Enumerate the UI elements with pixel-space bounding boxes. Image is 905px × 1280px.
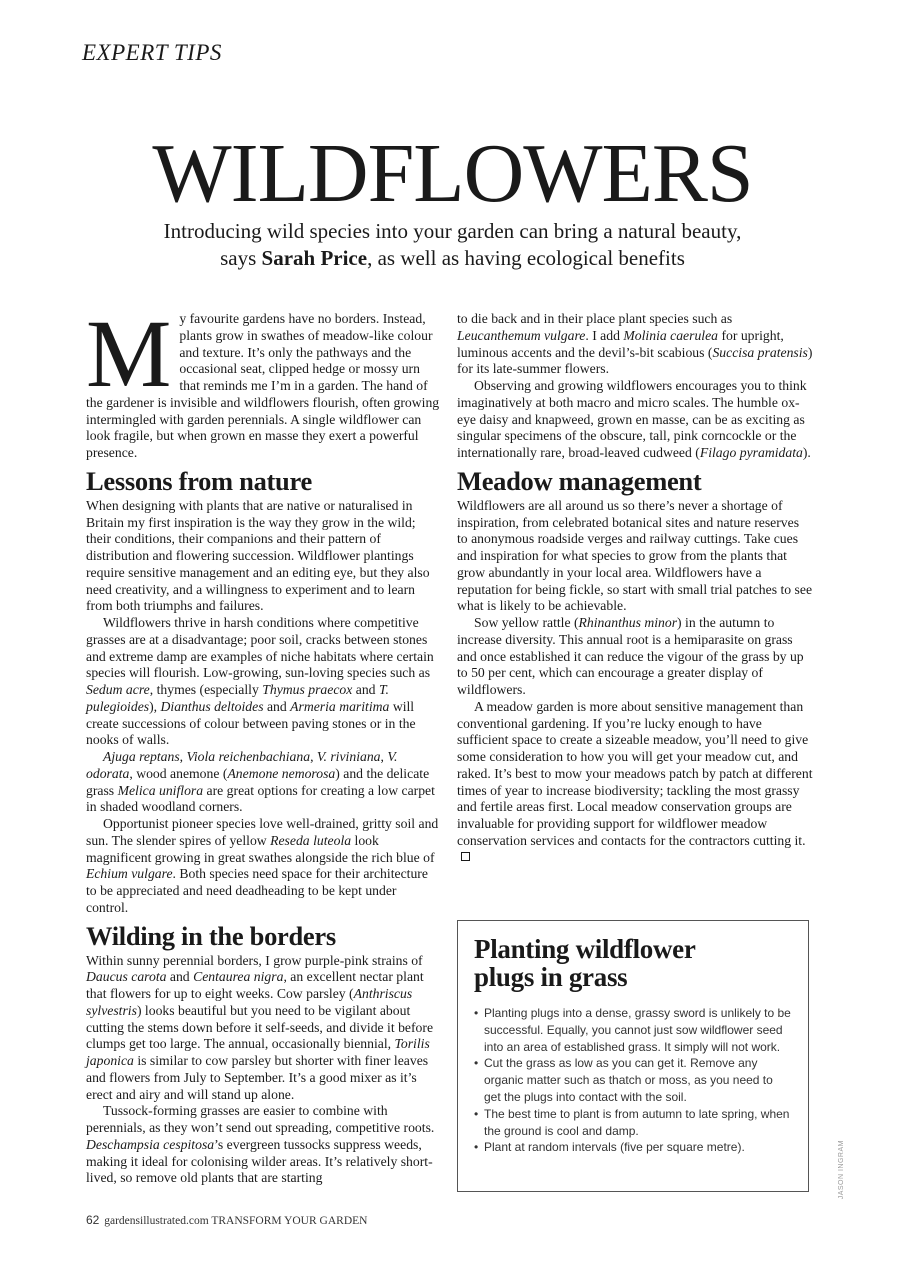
footer-text: gardensillustrated.com TRANSFORM YOUR GARDEN [104,1215,368,1227]
species-name: T. pulegioides [86,682,389,714]
photo-credit: JASON INGRAM [838,1140,845,1200]
text-run: and [263,698,291,714]
text-run: Opportunist pioneer species love well-drained, gritty soil and sun. The slender spires of yellow [86,816,439,848]
list-item-text: Planting plugs into a dense, grassy sword is unlikely to be successful. Equally, you cannot just sow wildflower seed into an area of established grass. It simply will not work. [484,1006,791,1054]
species-name: Sedum acre [86,682,150,697]
heading-line: Planting wildflower [474,934,696,964]
species-name: Dianthus deltoides [160,698,264,714]
list-item [474,1055,792,1105]
text-run: Sow yellow rattle ( [474,615,579,630]
paragraph [86,1103,440,1187]
text-run: , an excellent nectar plant that flowers for up to eight weeks. Cow parsley ( [86,969,424,1001]
text-run: ). [802,445,811,460]
list-item [474,1106,792,1140]
standfirst-post: , as well as having ecological benefits [367,246,685,270]
text-run: ’s evergreen tussocks suppress weeds, making it ideal for colonising wilder areas. It’s relatively short-lived, so remove old plants that are starting [86,1136,433,1186]
text-run: is similar to cow parsley but shorter with finer leaves and flowers from July to September. It’s a good mixer as it’s erect and airy and will stand up alone. [86,1053,429,1102]
species-name: Anemone nemorosa [227,765,336,781]
text-run: . Both species need space for their architecture to be appreciated and need deadheading to be kept under control. [86,866,428,915]
heading-lessons: Lessons from nature [86,465,312,496]
heading-wilding: Wilding in the borders [86,920,336,951]
paragraph [86,816,440,917]
text-run: . I add [585,327,624,343]
species-name: Anthriscus sylvestris [86,986,413,1018]
heading-line: plugs in grass [474,962,628,992]
text-run: , wood anemone ( [129,765,228,781]
page-footer [86,1213,367,1227]
text-run: look magnificent growing in great swathes alongside the rich blue of [86,832,435,865]
section-kicker: EXPERT TIPS [82,40,222,65]
text-run: to die back and in their place plant species such as [457,311,733,326]
species-name: Filago pyramidata [699,445,803,460]
bullet-icon: • [474,1056,479,1071]
species-name: Molinia caerulea [623,327,719,343]
species-name: Rhinanthus minor [578,615,678,630]
species-name: Viola reichenbachiana [186,749,311,764]
text-run: Wildflowers thrive in harsh conditions where competitive grasses are at a disadvantage; poor soil, cracks between stones and extreme damp are examples of niche habitats where certain species will flourish. Low-growing, sun-loving species such as [86,615,434,681]
right-column [457,311,813,866]
species-name: V. odorata [86,749,398,781]
text-run: ) in the autumn to increase diversity. This annual root is a hemiparasite on grass and once established it can reduce the vigour of the grass by up to 50 per cent, which can encourage a greater display of wildflowers. [457,615,804,697]
species-name: Centaurea nigra [193,969,284,985]
standfirst [100,218,805,272]
species-name: Daucus carota [86,969,167,985]
author-name: Sarah Price [261,246,368,270]
intro-text: y favourite gardens have no borders. Instead, plants grow in swathes of meadow-like colour and texture. It’s only the pathways and the occasional seat, clipped hedge or mossy urn that reminds me I’m in a garden. The hand of the gardener is invisible and wildflowers flourish, often growing intermingled with garden perennials. A single wildflower can look fragile, but when grown en masse they exert a powerful presence. [86,311,440,460]
list-item-text: The best time to plant is from autumn to late spring, when the ground is cool and damp. [484,1106,790,1138]
text-run: ), [149,698,161,714]
paragraph [86,953,440,1104]
paragraph [457,311,813,378]
heading-meadow: Meadow management [457,465,702,496]
text-run: are great options for creating a low carpet in shaded woodland corners. [86,782,435,815]
text-run: , thymes (especially [149,682,263,697]
species-name: V. riviniana [316,749,381,764]
page-title: WILDFLOWERS [152,127,753,220]
tips-box [457,920,809,1192]
text-run: ) and the delicate grass [86,765,430,798]
text-run: ) for its late-summer flowers. [457,344,813,377]
species-name: Melica uniflora [117,782,204,798]
list-item [474,1139,792,1156]
text-run: and [352,682,379,697]
text-run: for upright, luminous accents and the devil’s-bit scabious ( [457,327,784,360]
left-column [86,300,440,1187]
text-run: , [179,749,187,764]
drop-cap: M [86,300,172,407]
text-run: Within sunny perennial borders, I grow purple-pink strains of [86,952,423,968]
list-item-text: Plant at random intervals (five per square metre). [484,1140,745,1155]
text-run: Observing and growing wildflowers encourages you to think imaginatively at both macro and micro scales. The humble ox-eye daisy and knapweed, grown en masse, can be as exciting as singular specimens of the obscure, tall, pink corncockle or the internationally rare, broad-leaved cudweed ( [457,378,807,460]
paragraph [86,615,440,749]
species-name: Leucanthemum vulgare [457,327,586,343]
bullet-icon: • [474,1140,479,1155]
bullet-icon: • [474,1106,479,1121]
paragraph: Wildflowers are all around us so there’s never a shortage of inspiration, from celebrated botanical sites and nature reserves to anonymous roadside verges and railway cuttings. Take cues and inspiration for what species to grow from the plants that grow abundantly in your local area. Wildflowers have a reputation for being fickle, so start with small trial patches to see what is likely to be achievable. [457,497,813,614]
species-name: Thymus praecox [262,682,353,697]
species-name: Armeria maritima [290,698,390,714]
paragraph [457,378,813,462]
species-name: Echium vulgare [86,866,173,882]
standfirst-line1: Introducing wild species into your garden can bring a natural beauty, [163,219,742,243]
tips-box-heading [474,935,792,991]
text-run: ) looks beautiful but you need to be vigilant about cutting the stems down before it self-seeds, and divide it before clumps get too large. The annual, occasionally biennial, [86,1002,434,1052]
text-run: , [380,749,388,764]
text-run: , [310,749,317,764]
species-name: Torilis japonica [86,1036,430,1068]
species-name: Reseda luteola [270,832,352,848]
paragraph: When designing with plants that are native or naturalised in Britain my first inspiration is the way they grow in the wild; their conditions, their companions and their pattern of distribution and flowering succession. Wildflower plantings require sensitive management and an editing eye, but they also need creativity, and a willingness to experiment and to learn from both triumphs and failures. [86,497,430,614]
list-item-text: Cut the grass as low as you can get it. Remove any organic matter such as thatch or moss, as you need to get the plugs into contact with the soil. [484,1056,773,1104]
bullet-icon: • [474,1006,479,1020]
species-name: Ajuga reptans [103,749,180,764]
paragraph [86,749,440,816]
standfirst-pre: says [220,246,262,270]
intro-paragraph [86,300,440,462]
list-item [474,1005,792,1055]
text-run: Tussock-forming grasses are easier to combine with perennials, as they won’t send out spreading, competitive roots. [86,1103,435,1135]
tips-list [474,1005,792,1156]
paragraph [457,699,813,867]
species-name: Deschampsia cespitosa [86,1136,215,1152]
page-number: 62 [86,1213,100,1227]
end-mark-icon [461,852,470,861]
text-run: and [166,969,194,985]
text-run: will create successions of colour between paving stones or in the nooks of walls. [86,698,416,748]
paragraph [457,615,813,699]
species-name: Succisa pratensis [712,344,808,360]
text-run: A meadow garden is more about sensitive management than conventional gardening. If you’re lucky enough to have sufficient space to create a sizeable meadow, you’ll need to give some consideration to how you will get your meadow cut, and raked. It’s best to mow your meadows patch by patch at different times of year to increase biodiversity; tackling the most grassy and fertile areas first. Local meadow conservation groups are invaluable for providing support for wildflower meadow conservation services and contacts for the contractors cutting it. [457,698,813,848]
